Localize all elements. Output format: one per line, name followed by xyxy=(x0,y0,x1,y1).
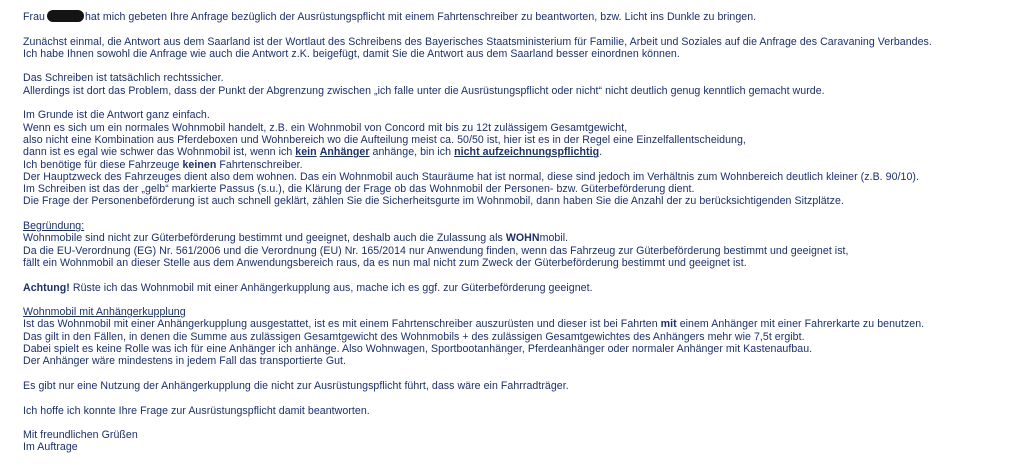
text-line-no-tachograph xyxy=(23,159,1013,171)
text-line: Das Schreiben ist tatsächlich rechtssicher. xyxy=(23,72,224,85)
paragraph-legal-certainty xyxy=(23,72,1013,97)
email-body xyxy=(23,10,1013,466)
text-line-wohnmobil xyxy=(23,232,1013,244)
emphasis-kein: kein xyxy=(295,146,317,159)
text-fragment: Ist das Wohnmobil mit einer Anhängerkupplung ausgestattet, ist es mit einem Fahrtenschreiber auszurüsten und dieser ist bei Fahrten xyxy=(23,318,661,331)
text-fragment: einem Anhänger mit einer Fahrerkarte zu benutzen. xyxy=(676,318,925,331)
text-line: Im Grunde ist die Antwort ganz einfach. xyxy=(23,109,210,122)
paragraph-hope xyxy=(23,405,1013,417)
paragraph-towbar xyxy=(23,306,1013,367)
text-fragment: Ich benötige für diese Fahrzeuge xyxy=(23,158,183,171)
paragraph-bike-rack xyxy=(23,380,1013,392)
text-fragment: Rüste ich das Wohnmobil mit einer Anhängerkupplung aus, mache ich es ggf. zur Güterbeförderung geeignet. xyxy=(69,281,593,294)
text-line: Dabei spielt es keine Rolle was ich für eine Anhänger ich anhänge. Also Wohnwagen, Sportbootanhänger, Pferdeanhänger oder normaler Anhänger mit Kastenaufbau. xyxy=(23,343,813,356)
emphasis-nicht-aufzeichnungspflichtig: nicht aufzeichnungspflichtig xyxy=(454,146,600,159)
text-line: Da die EU-Verordnung (EG) Nr. 561/2006 und die Verordnung (EU) Nr. 165/2014 nur Anwendung finden, wenn das Fahrzeug zur Güterbeförderung bestimmt und geeignet ist, xyxy=(23,244,849,257)
closing xyxy=(23,429,1013,454)
text-line: Der Hauptzweck des Fahrzeuges dient also dem wohnen. Das ein Wohnmobil auch Stauräume hat ist normal, diese sind jedoch im Verhältnis zum Wohnbereich deutlich kleiner (z.B. 90/10). xyxy=(23,170,919,183)
closing-on-behalf: Im Auftrage xyxy=(23,441,78,454)
text-fragment: mobil. xyxy=(539,232,569,245)
emphasis-mit: mit xyxy=(660,318,677,331)
emphasis-keinen: keinen xyxy=(182,158,217,171)
text-line: Der Anhänger wäre mindestens in jedem Fall das transportierte Gut. xyxy=(23,355,347,368)
closing-greeting: Mit freundlichen Grüßen xyxy=(23,429,138,442)
emphasis-anhaenger: Anhänger xyxy=(319,146,370,159)
text-line-towbar-rule xyxy=(23,318,1013,330)
text-fragment: anhänge, bin ich xyxy=(369,146,455,159)
text-line: Die Frage der Personenbeförderung ist auch schnell geklärt, zählen Sie die Sicherheitsgurte im Wohnmobil, dann haben Sie die Anzahl der zu berücksichtigenden Sitzplätze. xyxy=(23,195,844,208)
intro-paragraph xyxy=(23,10,1013,23)
text-line: Das gilt in den Fällen, in denen die Summe aus zulässigen Gesamtgewicht des Wohnmobils + des zulässigen Gesamtgewichtes des Anhängers mehr wie 7,5t ergibt. xyxy=(23,330,805,343)
section-heading-anhaengerkupplung: Wohnmobil mit Anhängerkupplung xyxy=(23,306,186,319)
text-line: Wenn es sich um ein normales Wohnmobil handelt, z.B. ein Wohnmobil von Concord mit bis zu 12t zulässigem Gesamtgewicht, xyxy=(23,121,628,134)
text-line-trailer-rule xyxy=(23,146,1013,158)
paragraph-simple-answer xyxy=(23,109,1013,207)
salutation-prefix: Frau xyxy=(23,11,45,23)
text-fragment: dann ist es egal wie schwer das Wohnmobil ist, wenn ich xyxy=(23,146,296,159)
text-line: Ich habe Ihnen sowohl die Anfrage wie auch die Antwort z.K. beigefügt, damit Sie die Antwort aus dem Saarland besser einordnen können. xyxy=(23,47,680,60)
redacted-name xyxy=(47,10,84,22)
text-fragment: . xyxy=(599,146,603,159)
section-heading-begruendung: Begründung: xyxy=(23,220,85,233)
paragraph-reasoning xyxy=(23,220,1013,269)
text-line: Allerdings ist dort das Problem, dass der Punkt der Abgrenzung zwischen „ich falle unter die Ausrüstungspflicht oder nicht“ nicht deutlich genug kenntlich gemacht wurde. xyxy=(23,84,825,97)
paragraph-warning xyxy=(23,282,1013,294)
text-line: Es gibt nur eine Nutzung der Anhängerkupplung die nicht zur Ausrüstungspflicht führt, dass wäre ein Fahrradträger. xyxy=(23,379,569,392)
text-line: also nicht eine Kombination aus Pferdeboxen und Wohnbereich wo die Aufteilung meist ca. 50/50 ist, hier ist es in der Regel eine Einzelfallentscheidung, xyxy=(23,133,746,146)
text-line: Im Schreiben ist das der „gelb“ markierte Passus (s.u.), die Klärung der Frage ob das Wohnmobil der Personen- bzw. Güterbeförderung dient. xyxy=(23,183,695,196)
text-line: Ich hoffe ich konnte Ihre Frage zur Ausrüstungspflicht damit beantworten. xyxy=(23,404,370,417)
text-fragment: Wohnmobile sind nicht zur Güterbeförderung bestimmt und geeignet, deshalb auch die Zulassung als xyxy=(23,232,506,245)
salutation-rest: hat mich gebeten Ihre Anfrage bezüglich der Ausrüstungspflicht mit einem Fahrtenschreiber zu beantworten, bzw. Licht ins Dunkle zu bringen. xyxy=(84,11,757,23)
emphasis-wohn: WOHN xyxy=(505,232,540,245)
text-line: fällt ein Wohnmobil an dieser Stelle aus dem Anwendungsbereich raus, da es nun mal nicht zum Zweck der Güterbeförderung bestimmt und geeignet ist. xyxy=(23,256,747,269)
emphasis-achtung: Achtung! xyxy=(23,281,70,294)
text-fragment: Fahrtenschreiber. xyxy=(216,158,303,171)
text-line: Zunächst einmal, die Antwort aus dem Saarland ist der Wortlaut des Schreibens des Bayerisches Staatsministerium für Familie, Arbeit und Soziales auf die Anfrage des Caravaning Verbandes. xyxy=(23,35,932,48)
paragraph-answer-origin xyxy=(23,36,1013,61)
